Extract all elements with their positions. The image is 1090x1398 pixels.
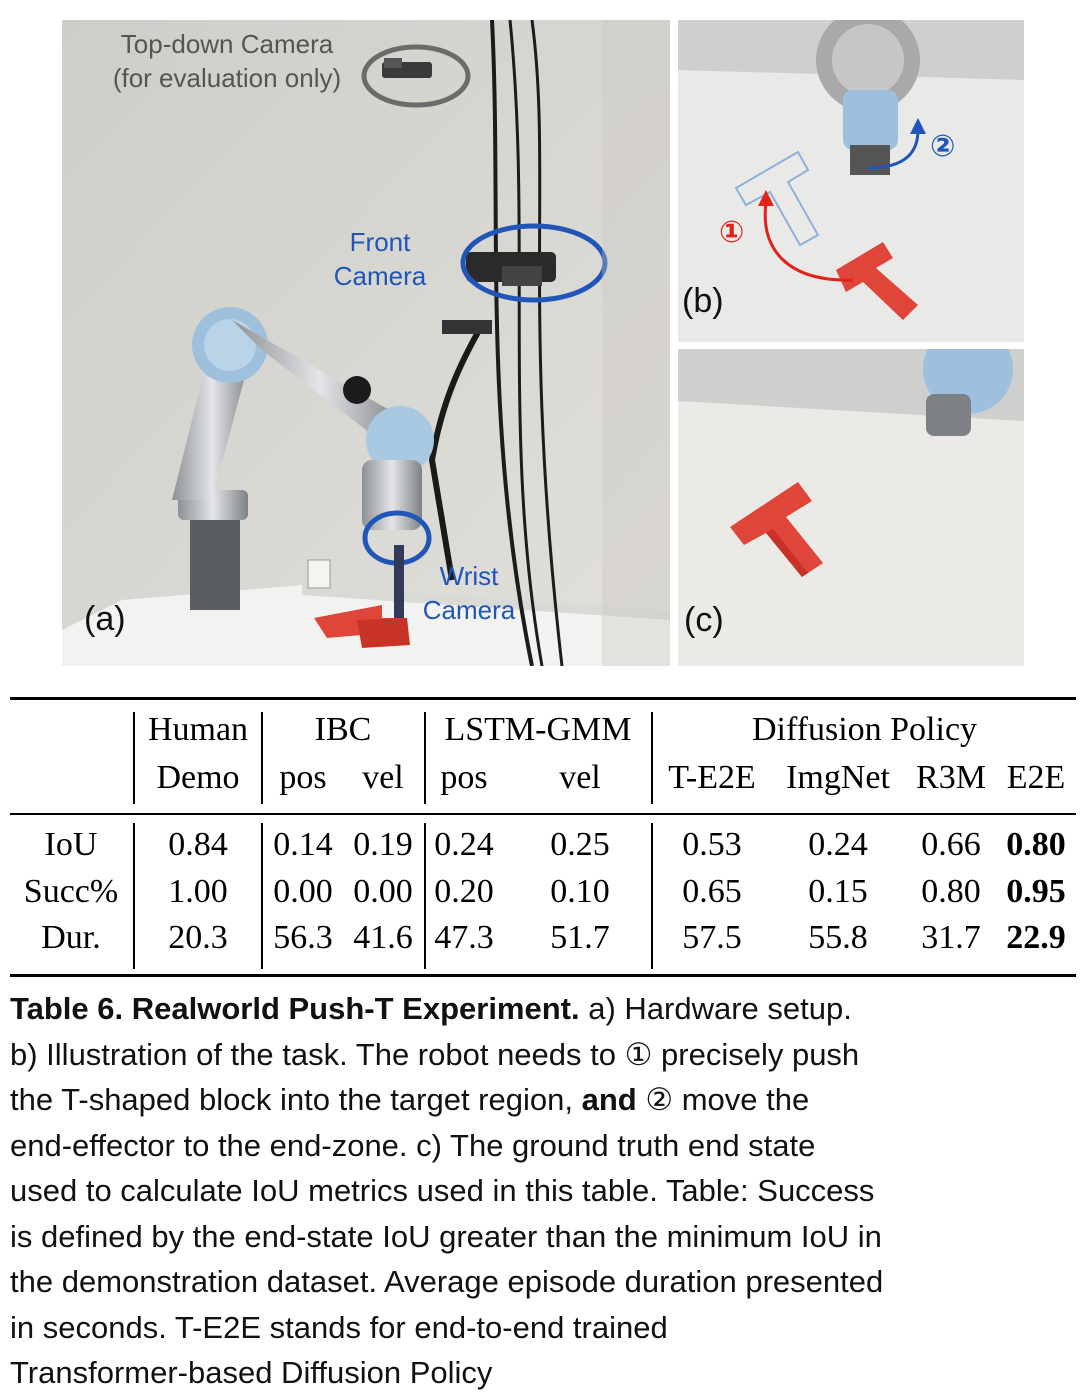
header-lstm-vel: vel: [559, 759, 601, 796]
table-cell: 0.15: [808, 873, 868, 910]
table-cell: 20.3: [168, 919, 228, 956]
caption-line-4: end-effector to the end-zone. c) The ground truth end state: [10, 1127, 816, 1163]
table-cell: 0.25: [550, 826, 610, 863]
table-cell: 57.5: [682, 919, 742, 956]
table-cell: 0.19: [353, 826, 413, 863]
table-cell: 1.00: [168, 873, 228, 910]
caption-line-8: in seconds. T-E2E stands for end-to-end trained: [10, 1309, 668, 1345]
caption-text: ② move the: [636, 1082, 810, 1117]
wrist-camera-label: [417, 559, 521, 627]
panel-b-label: (b): [682, 282, 724, 320]
table-cell: 56.3: [273, 919, 333, 956]
top-camera-label: [92, 27, 362, 95]
table-cell: 55.8: [808, 919, 868, 956]
caption-line-2: b) Illustration of the task. The robot needs to ① precisely push: [10, 1036, 860, 1072]
step-2-marker: ②: [930, 129, 956, 164]
header-diffusion-policy: Diffusion Policy: [751, 711, 978, 748]
top-camera-label-line2: (for evaluation only): [112, 63, 342, 93]
panel-a-label: (a): [84, 600, 126, 638]
table-cell: 41.6: [353, 919, 413, 956]
table-cell: 0.66: [921, 826, 981, 863]
separator: [133, 712, 135, 804]
caption-line-5: used to calculate IoU metrics used in this table. Table: Success: [10, 1173, 875, 1208]
header-imgnet: ImgNet: [786, 759, 890, 796]
table-cell: 0.24: [808, 826, 868, 863]
caption-text: the T-shaped block into the target region,: [10, 1082, 582, 1117]
hardware-setup-illustration: [62, 20, 670, 666]
table-cell: 0.10: [550, 873, 610, 910]
table-cell: 0.20: [434, 873, 494, 910]
panel-c-label: (c): [684, 601, 724, 639]
header-lstm-gmm: LSTM-GMM: [444, 711, 632, 748]
caption-title: Table 6. Realworld Push-T Experiment.: [10, 991, 580, 1026]
caption-line-1: [10, 986, 1080, 1032]
wrist-camera-label-line1: Wrist: [439, 561, 499, 591]
header-e2e: E2E: [1006, 759, 1066, 796]
header-demo: Demo: [156, 759, 240, 796]
table-cell: 0.80: [1006, 826, 1066, 863]
results-table: [10, 697, 1076, 977]
row-metric-label: Succ%: [23, 873, 119, 910]
header-ibc-pos: pos: [279, 759, 327, 796]
table-cell: 31.7: [921, 919, 981, 956]
table-cell: 0.65: [682, 873, 742, 910]
separator: [133, 823, 135, 969]
header-human: Human: [147, 711, 249, 748]
row-metric-label: Dur.: [41, 919, 101, 956]
separator: [424, 823, 426, 969]
caption-line-6: is defined by the end-state IoU greater than the minimum IoU in: [10, 1218, 882, 1254]
header-ibc: IBC: [314, 711, 372, 748]
front-camera-label-line1: Front: [349, 227, 411, 257]
caption-text: a) Hardware setup.: [579, 991, 852, 1026]
table-cell: 0.14: [273, 826, 333, 863]
separator: [261, 823, 263, 969]
wrist-camera-label-line2: Camera: [422, 595, 516, 625]
separator: [651, 823, 653, 969]
table-cell: 47.3: [434, 919, 494, 956]
front-camera-label: [325, 225, 435, 293]
caption-line-7: the demonstration dataset. Average episode duration presented: [10, 1264, 884, 1299]
table-cell: 0.00: [353, 873, 413, 910]
table-caption: [10, 986, 1080, 1396]
table-cell: 0.53: [682, 826, 742, 863]
table-top-rule: [10, 697, 1076, 700]
table-cell: 0.24: [434, 826, 494, 863]
panel-c-photo: [678, 349, 1024, 666]
table-cell: 0.00: [273, 873, 333, 910]
table-cell: 0.84: [168, 826, 228, 863]
table-cell: 0.80: [921, 873, 981, 910]
task-illustration: [678, 20, 1024, 342]
header-ibc-vel: vel: [362, 759, 404, 796]
header-lstm-pos: pos: [440, 759, 488, 796]
top-camera-label-line1: Top-down Camera: [120, 29, 334, 59]
table-header-rule: [10, 813, 1076, 815]
table-cell: 0.95: [1006, 873, 1066, 910]
step-1-marker: ①: [719, 215, 745, 250]
header-r3m: R3M: [916, 759, 986, 796]
caption-emphasis: and: [581, 1082, 637, 1117]
caption-line-3: [10, 1077, 1080, 1123]
table-cell: 51.7: [550, 919, 610, 956]
caption-line-9: Transformer-based Diffusion Policy: [10, 1355, 493, 1390]
row-metric-label: IoU: [44, 826, 98, 863]
panel-a-photo: [62, 20, 670, 666]
table-cell: 22.9: [1006, 919, 1066, 956]
table-bottom-rule: [10, 974, 1076, 977]
front-camera-label-line2: Camera: [333, 261, 427, 291]
header-t-e2e: T-E2E: [668, 759, 756, 796]
panel-b-photo: [678, 20, 1024, 342]
ground-truth-end-state: [678, 349, 1024, 666]
